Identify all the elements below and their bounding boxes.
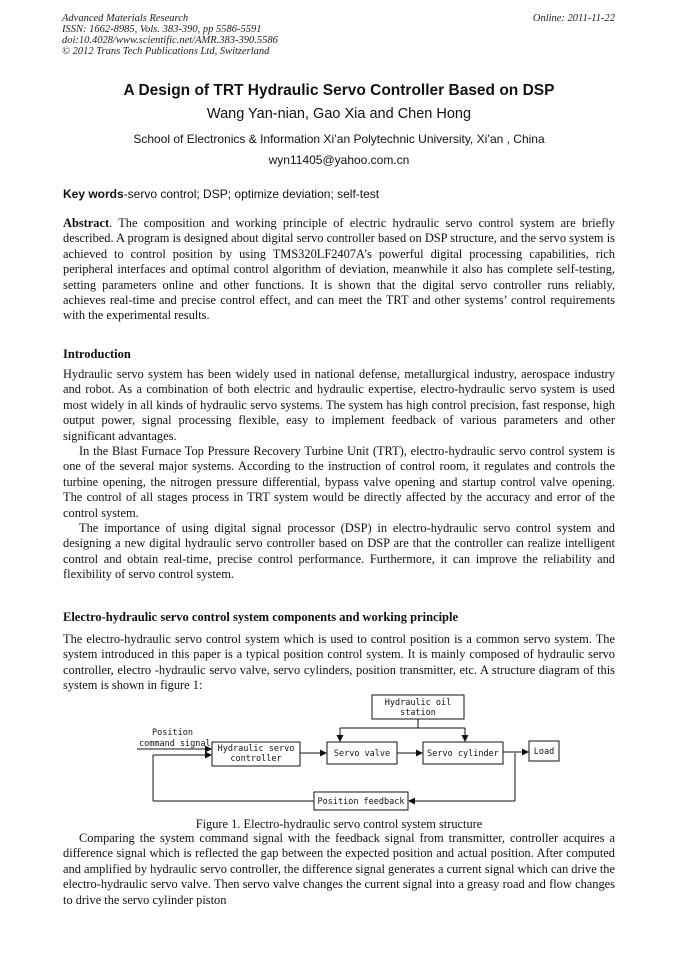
oil-station-label-line2: station bbox=[400, 708, 436, 718]
journal-header bbox=[62, 13, 278, 57]
position-feedback-label: Position feedback bbox=[317, 797, 405, 807]
paper-title: A Design of TRT Hydraulic Servo Controller Based on DSP bbox=[123, 82, 555, 99]
doi: doi:10.4028/www.scientific.net/AMR.383-390.5586 bbox=[62, 35, 278, 46]
load-label: Load bbox=[533, 747, 555, 757]
controller-label-line1: Hydraulic servo bbox=[217, 744, 295, 754]
section-paragraph-1: The electro-hydraulic servo control system which is used to control position is a common servo system. The system introduced in this paper is a typical position control system. It is mainly composed of hydraulic servo controller, electro -hydraulic servo valve, servo cylinders, position transmitter, etc. A structure diagram of this system is shown in figure 1: bbox=[63, 632, 615, 693]
section-body-continued bbox=[63, 831, 615, 908]
intro-body bbox=[63, 367, 615, 583]
section-paragraph-2: Comparing the system command signal with the feedback signal from transmitter, controller acquires a difference signal which is reflected the gap between the expected position and actual position. After computed and amplified by hydraulic servo controller, the difference signal generates a current signal which can drive the electro-hydraulic servo valve. Then servo valve changes the current signal into a greasy road and flow changes to drive the servo cylinder piston bbox=[63, 831, 615, 907]
journal-name: Advanced Materials Research bbox=[62, 13, 189, 24]
input-label-line1: Position bbox=[152, 728, 193, 738]
abstract-label: Abstract bbox=[63, 216, 110, 230]
abstract-text: . The composition and working principle of electric hydraulic servo control system are briefly described. A program is designed about digital servo controller based on DSP structure, and the servo system is achieved to control position by using TMS320LF2407A’s powerful digital processing capabilities, rich peripheral interfaces and optimal control algorithm of deviation, meanwhile it also has complete self-testing, setting parameters online and other functions. It is shown that the digital servo controller runs reliably, achieves real-time and precise control effect, and can meet the TRT and other systems’ control requirements with the experimental results. bbox=[63, 216, 615, 323]
intro-heading: Introduction bbox=[63, 347, 131, 361]
keywords-label: Key words bbox=[63, 187, 124, 201]
keywords bbox=[63, 187, 379, 201]
input-label-line2: command signal bbox=[139, 739, 211, 749]
controller-label-line2: controller bbox=[230, 754, 282, 764]
authors: Wang Yan-nian, Gao Xia and Chen Hong bbox=[206, 106, 472, 122]
section-heading: Electro-hydraulic servo control system components and working principle bbox=[63, 610, 459, 624]
copyright: © 2012 Trans Tech Publications Ltd, Switzerland bbox=[62, 46, 270, 57]
oil-station-label-line1: Hydraulic oil bbox=[384, 698, 452, 708]
figure-caption: Figure 1. Electro-hydraulic servo control system structure bbox=[195, 817, 483, 831]
section-body bbox=[63, 632, 615, 694]
intro-paragraph-3: The importance of using digital signal processor (DSP) in electro-hydraulic servo control system and designing a new digital hydraulic servo controller based on DSP are that the controller can realize intelligent control and obtain real-time, precise control performance. Furthermore, it can improve the reliability and flexibility of servo control system. bbox=[63, 521, 615, 582]
abstract bbox=[63, 216, 615, 324]
servo-valve-label: Servo valve bbox=[333, 749, 391, 759]
intro-paragraph-2: In the Blast Furnace Top Pressure Recovery Turbine Unit (TRT), electro-hydraulic servo control system is one of the several major systems. According to the instruction of control room, it regulates and controls the turbine opening, the nitrogen pressure differential, bypass valve opening and startup control valve opening. The control of all stages process in TRT system would be directly affected by the accuracy and error of the control system. bbox=[63, 444, 615, 520]
intro-paragraph-1: Hydraulic servo system has been widely used in national defense, metallurgical industry, aerospace industry and robot. As a combination of both electric and hydraulic expertise, electro-hydraulic servo system is used most widely in all kinds of hydraulic servo systems. The system has high control precision, fast response, high output power, signal processing flexible, easy to implement feedback of various parameters and other significant advantages. bbox=[63, 367, 615, 443]
affiliation: School of Electronics & Information Xi’an Polytechnic University, Xi’an , China bbox=[133, 132, 545, 146]
email: wyn11405@yahoo.com.cn bbox=[268, 153, 410, 167]
issn: ISSN: 1662-8985, Vols. 383-390, pp 5586-5591 bbox=[62, 24, 262, 35]
keywords-text: -servo control; DSP; optimize deviation; self-test bbox=[123, 187, 380, 201]
servo-cylinder-label: Servo cylinder bbox=[427, 749, 499, 759]
structure-diagram bbox=[0, 690, 678, 816]
online-date: Online: 2011-11-22 bbox=[532, 13, 615, 24]
